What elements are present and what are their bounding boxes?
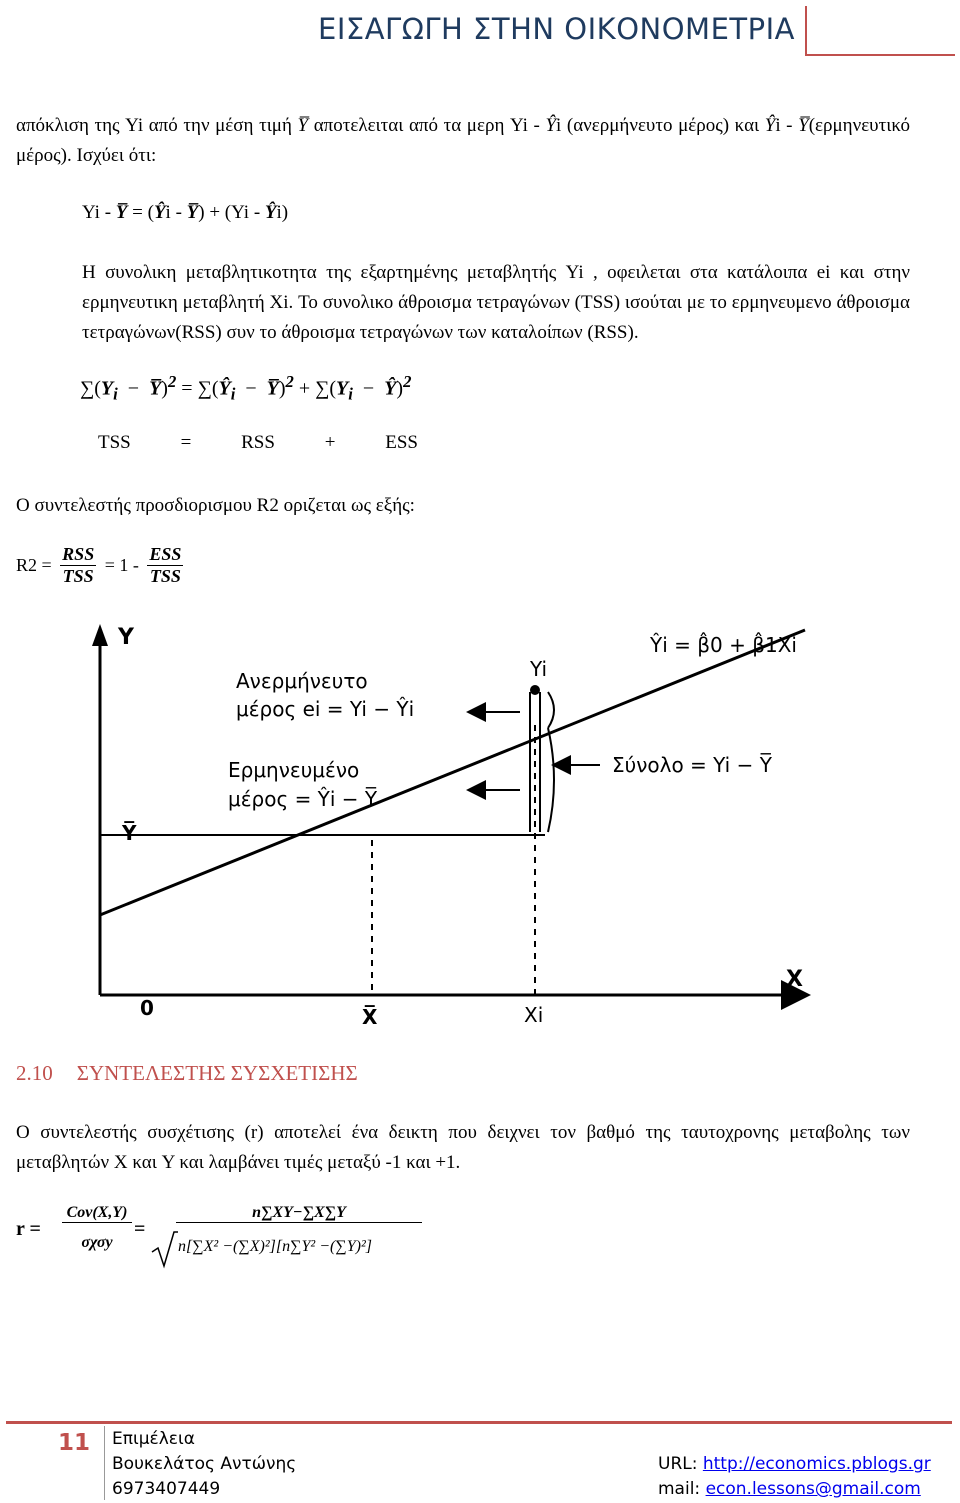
yhat-symbol: Ŷ — [764, 115, 776, 136]
ybar-symbol: Y̅ — [115, 202, 128, 223]
xi-axis-label: Xi — [524, 1003, 544, 1027]
regression-decomposition-figure — [0, 600, 960, 1040]
tss-label: TSS — [98, 432, 131, 453]
eq-text: ) + (Yi - — [198, 202, 265, 223]
decomposition-equation — [82, 202, 288, 224]
footer-mail-row — [658, 1477, 931, 1502]
ybar-symbol: Y̅ — [297, 115, 309, 136]
r2-lhs: R2 = — [16, 555, 52, 575]
sum-open: ∑( — [315, 377, 337, 400]
unexplained-label-line2: μέρος ei = Yi − Ŷi — [236, 697, 415, 721]
intro-text: (ερμηνευτικό μέρος). Ισχύει ότι: — [16, 115, 910, 166]
footer-contact-block — [658, 1452, 931, 1502]
ybar-symbol: Y̅ — [266, 377, 279, 400]
y-axis-label: Y — [118, 625, 134, 650]
equals-sign: = — [134, 1218, 146, 1240]
header-divider-vertical — [805, 6, 807, 54]
section-heading — [16, 1061, 358, 1086]
page-number: 11 — [58, 1430, 91, 1456]
explained-label-line2: μέρος = Ŷi − Y̅ — [228, 787, 378, 811]
subscript-i: i — [348, 384, 353, 404]
mail-label: mail: — [658, 1479, 706, 1499]
total-label: Σύνολο = Yi − Y̅ — [612, 753, 772, 777]
section-number: 2.10 — [16, 1061, 53, 1085]
unexplained-label-line1: Ανερμήνευτο — [236, 669, 368, 693]
y-symbol: Y — [336, 377, 349, 400]
variability-paragraph: Η συνολικη μεταβλητικοτητα της εξαρτημένης μεταβλητής Yi , οφειλεται στα κατάλοιπα ei και στην ερμηνευτικη μεταβλητή Xi. Το συνολικο άθροισμα τετραγώνων (TSS) ισούται με το ερμηνευμενο άθροισμα τετραγώνων(RSS) συν το άθροισμα τετραγώνων των καταλοίπων (RSS). — [82, 262, 910, 343]
subscript-i: i — [113, 384, 118, 404]
ybar-axis-label: Y̅ — [122, 821, 137, 845]
header-divider-horizontal — [805, 54, 955, 56]
explained-label-line1: Ερμηνευμένο — [228, 758, 360, 782]
subscript-i: i — [230, 384, 236, 404]
footer-author-name: Βουκελάτος Αντώνης — [112, 1454, 297, 1474]
explained-brace — [548, 728, 554, 832]
footer-vertical-divider — [104, 1426, 105, 1500]
sum-open: ∑( — [197, 377, 219, 400]
plus-sign: + — [324, 432, 336, 453]
yhat-symbol: Ŷ — [264, 202, 277, 223]
equals-sign: = — [176, 377, 198, 400]
frac-numerator: ESS — [149, 544, 182, 564]
sigma-denominator: σχσy — [81, 1234, 113, 1251]
xbar-axis-label: X̅ — [362, 1005, 378, 1029]
section-title: ΣΥΝΤΕΛΕΣΤΗΣ ΣΥΣΧΕΤΙΣΗΣ — [76, 1061, 358, 1085]
paren-close: ) — [161, 377, 168, 400]
intro-text: απόκλιση της Yi από την μέση τιμή — [16, 115, 298, 136]
page-header-title: ΕΙΣΑΓΩΓΗ ΣΤΗΝ ΟΙΚΟΝΟΜΕΤΡΙΑ — [318, 12, 795, 46]
frac-numerator: RSS — [62, 544, 95, 564]
r-denominator: n[∑X² −(∑X)²][n∑Y² −(∑Y)²] — [178, 1238, 372, 1255]
sum-of-squares-equation: $\sum(Y_i$ − Y̅)$^2$ = $\sum(Ŷ_i$ − Y̅)$^2$ + $\sum(Y_i$ − Ŷ)$^2$ — [80, 372, 412, 404]
frac-denominator: TSS — [149, 566, 181, 586]
ybar-symbol: Y̅ — [798, 115, 809, 136]
y-symbol: Y — [100, 377, 114, 400]
correlation-formula — [16, 1200, 436, 1280]
plus-sign: + — [293, 377, 316, 400]
cov-numerator: Cov(X,Y) — [62, 1204, 132, 1223]
paren-close: ) — [278, 377, 286, 400]
origin-label: 0 — [140, 996, 154, 1020]
yhat-symbol: Ŷ — [218, 377, 231, 400]
yhat-symbol: Ŷ — [153, 202, 166, 223]
yhat-symbol: Ŷ — [384, 377, 397, 400]
footer-url-row — [658, 1452, 931, 1477]
ess-over-tss — [147, 544, 183, 587]
sqrt-symbol — [150, 1230, 178, 1270]
r2-intro: Ο συντελεστής προσδιορισμου R2 οριζεται ως εξής: — [16, 495, 415, 516]
r2-mid: = 1 - — [104, 555, 139, 575]
footer-editor-label: Επιμέλεια — [112, 1429, 195, 1449]
frac-denominator: TSS — [62, 566, 94, 586]
regression-equation-label: Ŷi = β̂0 + β̂1Xi — [650, 633, 797, 657]
footer-phone: 6973407449 — [112, 1479, 221, 1499]
eq-text: = ( — [127, 202, 154, 223]
sum-open: ∑( — [80, 377, 101, 400]
r2-formula — [16, 544, 187, 587]
ess-label: ESS — [385, 432, 418, 453]
yhat-symbol: Ŷ — [545, 115, 557, 136]
website-link[interactable]: http://economics.pblogs.gr — [702, 1454, 931, 1474]
square-exp: 2 — [403, 372, 412, 391]
email-link[interactable]: econ.lessons@gmail.com — [705, 1479, 921, 1499]
rss-label: RSS — [241, 432, 275, 453]
correlation-paragraph: Ο συντελεστής συσχέτισης (r) αποτελεί ένα δεικτη που δειχνει τον βαθμό της ταυτοχρονης μεταβολης των μεταβλητών X και Y και λαμβάνει τιμές μεταξύ -1 και +1. — [16, 1122, 910, 1173]
paren-close: ) — [396, 377, 404, 400]
square-exp: 2 — [167, 372, 177, 391]
eq-text: i - — [165, 202, 187, 223]
observed-point — [530, 685, 540, 695]
x-axis-label: X — [786, 967, 803, 992]
r-lhs: r = — [16, 1218, 41, 1240]
unexplained-brace — [548, 692, 554, 728]
intro-paragraph — [16, 111, 910, 171]
tss-identity — [98, 432, 418, 454]
eq-text: Yi - — [82, 202, 116, 223]
ybar-symbol: Y̅ — [186, 202, 199, 223]
intro-text: αποτελειται από τα μερη Yi - — [308, 115, 546, 136]
footer-divider — [6, 1421, 952, 1424]
y-axis-arrowhead — [92, 624, 108, 646]
url-label: URL: — [658, 1454, 703, 1474]
rss-over-tss — [60, 544, 96, 587]
intro-text: i (ανερμήνευτο μέρος) και — [556, 115, 765, 136]
equals-sign: = — [180, 432, 192, 453]
square-exp: 2 — [285, 372, 294, 391]
footer-author-block — [112, 1427, 296, 1502]
eq-text: i) — [276, 202, 289, 223]
intro-text: i - — [775, 115, 799, 136]
ybar-symbol: Y̅ — [149, 377, 162, 400]
yi-point-label: Yi — [530, 657, 548, 681]
r-numerator: n∑XY−∑X∑Y — [176, 1204, 422, 1223]
